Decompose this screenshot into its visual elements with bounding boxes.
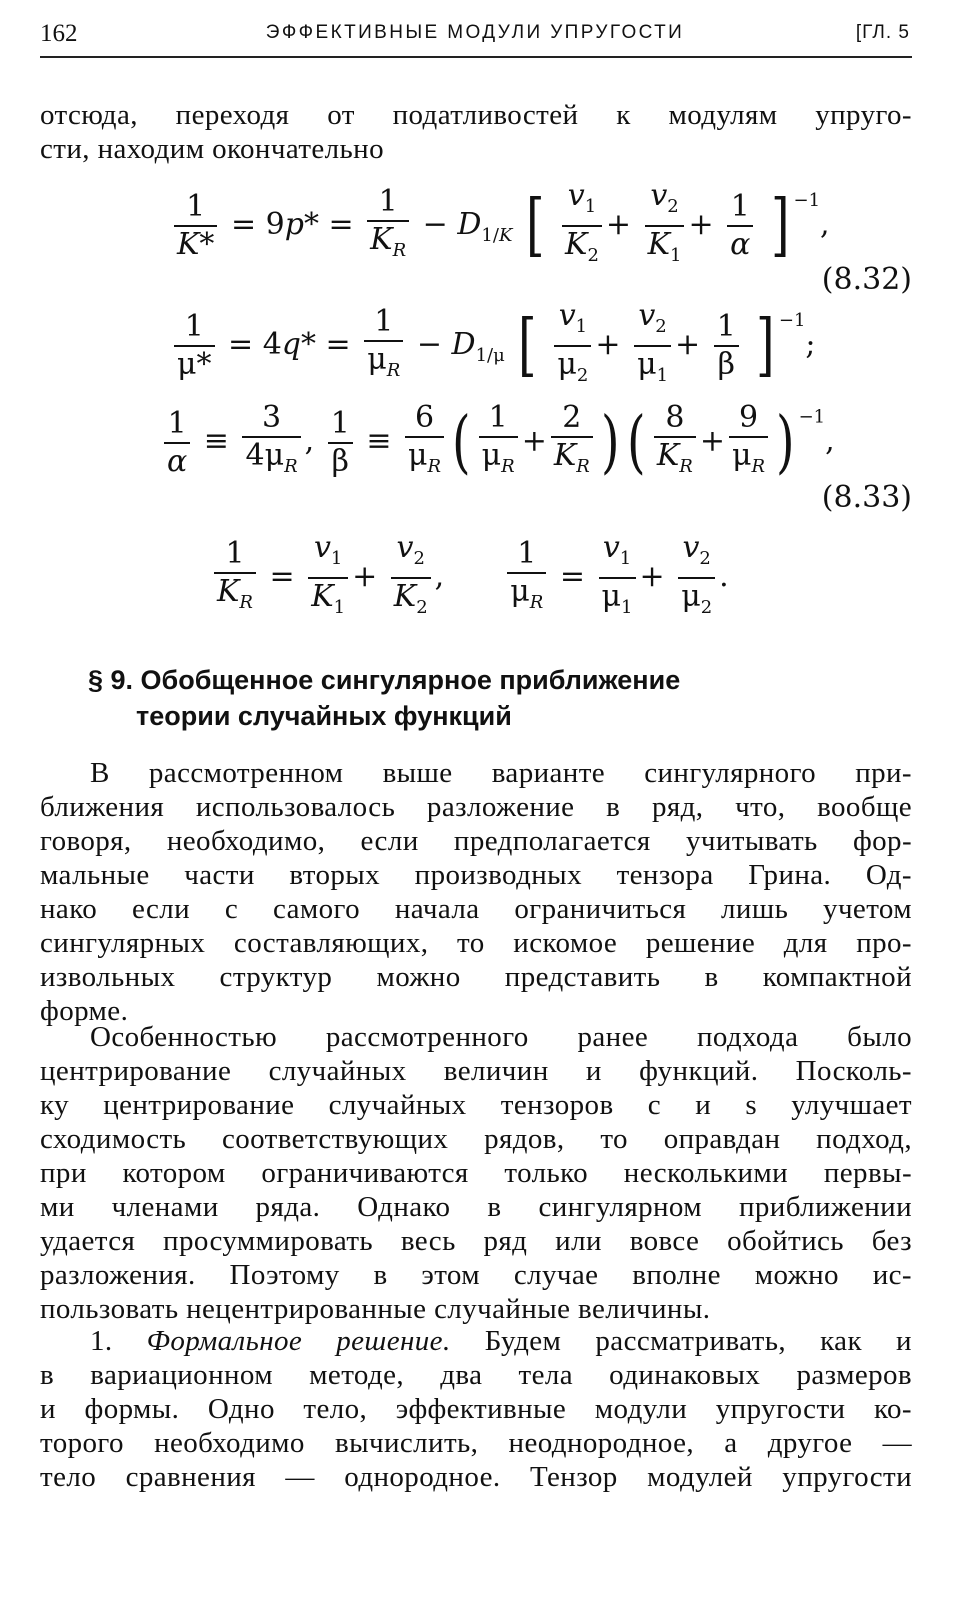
first-line-text: Будем рассматривать, как и xyxy=(484,1325,912,1357)
equation-number-832: (8.32) xyxy=(821,262,912,297)
equation-833-alpha-beta: $\frac{1}{\alpha}$ ≡ $\frac{3}{4\mu_R}$ , $\frac{1}{\beta}$ ≡ $\frac{6}{\mu_R}$ ( $\frac{1}{\mu_R}$ + $\frac{2}{K_R}$ ) ( $\frac{8}{K_R}$ + $\frac{9}{\mu_R}$ ) $^{-1}$, xyxy=(160,400,835,485)
running-title: ЭФФЕКТИВНЫЕ МОДУЛИ УПРУГОСТИ xyxy=(265,22,685,43)
text-line: при котором ограничиваются только несколькими первы- xyxy=(40,1157,912,1189)
section-title-line: § 9. Обобщенное сингулярное приближение xyxy=(88,665,681,695)
text-line xyxy=(40,1324,912,1358)
text-line: тело сравнения — однородное. Тензор модулей упругости xyxy=(40,1461,912,1493)
text-line: центрирование случайных величин и функций. Посколь- xyxy=(40,1055,912,1087)
text-line: пользовать нецентрированные случайные величины. xyxy=(40,1293,711,1325)
text-line: В рассмотренном выше варианте сингулярного при- xyxy=(90,757,912,789)
text-line: и формы. Одно тело, эффективные модули упругости ко- xyxy=(40,1393,912,1425)
text-line: форме. xyxy=(40,995,129,1027)
chapter-label: [ГЛ. 5 xyxy=(855,22,910,43)
text-line: сингулярных составляющих, то искомое решение для про- xyxy=(40,927,912,959)
text-line: нако если с самого начала ограничиться лишь учетом xyxy=(40,893,912,925)
text-line: ми членами ряда. Однако в сингулярном приближении xyxy=(40,1191,912,1223)
equation-number-833: (8.33) xyxy=(821,480,912,515)
text-line: ку центрирование случайных тензоров c и s улучшает xyxy=(40,1089,912,1121)
section-title-line: теории случайных функций xyxy=(136,701,512,731)
text-line: Особенностью рассмотренного ранее подхода было xyxy=(90,1021,912,1053)
equation-833-reuss: $\frac{1}{K_R}$ = $\frac{v_1}{K_1}$ + $\frac{v_2}{K_2}$ , $\frac{1}{\mu_R}$ = $\frac{v_1}{\mu_1}$ + $\frac{v_2}{\mu_2}$ . xyxy=(210,530,729,626)
running-header xyxy=(40,14,910,50)
text-line: в вариационном методе, два тела одинаковых размеров xyxy=(40,1359,912,1391)
text-line: сти, находим окончательно xyxy=(40,133,384,165)
text-line: извольных структур можно представить в компактной xyxy=(40,961,912,993)
paragraph-2 xyxy=(40,1020,912,1326)
text-line: ближения использовалось разложение в ряд, что, вообще xyxy=(40,791,912,823)
intro-text xyxy=(40,98,912,166)
text-line: удается просуммировать весь ряд или вовсе обойтись без xyxy=(40,1225,912,1257)
italic-heading: Формальное решение. xyxy=(146,1325,451,1357)
equation-832-shear: $\frac{1}{\mu*}$ = 4q* = $\frac{1}{\mu_R}$ − $D_{1/\mu}$ [ $\frac{v_1}{\mu_2}$ + $\frac{v_2}{\mu_1}$ + $\frac{1}{\beta}$ ] $^{-1}$; xyxy=(170,298,816,394)
section-heading xyxy=(88,662,888,734)
paragraph-1 xyxy=(40,756,912,1028)
text-line: сходимость соответствующих рядов, то оправдан подход, xyxy=(40,1123,912,1155)
text-line: мальные части вторых производных тензора Грина. Од- xyxy=(40,859,912,891)
text-line: отсюда, переходя от податливостей к модулям упруго- xyxy=(40,99,912,131)
equation-832-bulk: $\frac{1}{K*}$ = 9p* = $\frac{1}{K_R}$ − $D_{1/K}$ [ $\frac{v_1}{K_2}$ + $\frac{v_2}{K_1}$ + $\frac{1}{\alpha}$ ] $^{-1}$, xyxy=(170,178,830,274)
text-line: разложения. Поэтому в этом случае вполне можно ис- xyxy=(40,1259,912,1291)
header-rule xyxy=(40,56,912,58)
text-line: говоря, необходимо, если предполагается учитывать фор- xyxy=(40,825,912,857)
text-line: торого необходимо вычислить, неоднородное, а другое — xyxy=(40,1427,912,1459)
page-number: 162 xyxy=(40,20,78,47)
item-number: 1. xyxy=(90,1325,113,1357)
paragraph-3 xyxy=(40,1324,912,1494)
